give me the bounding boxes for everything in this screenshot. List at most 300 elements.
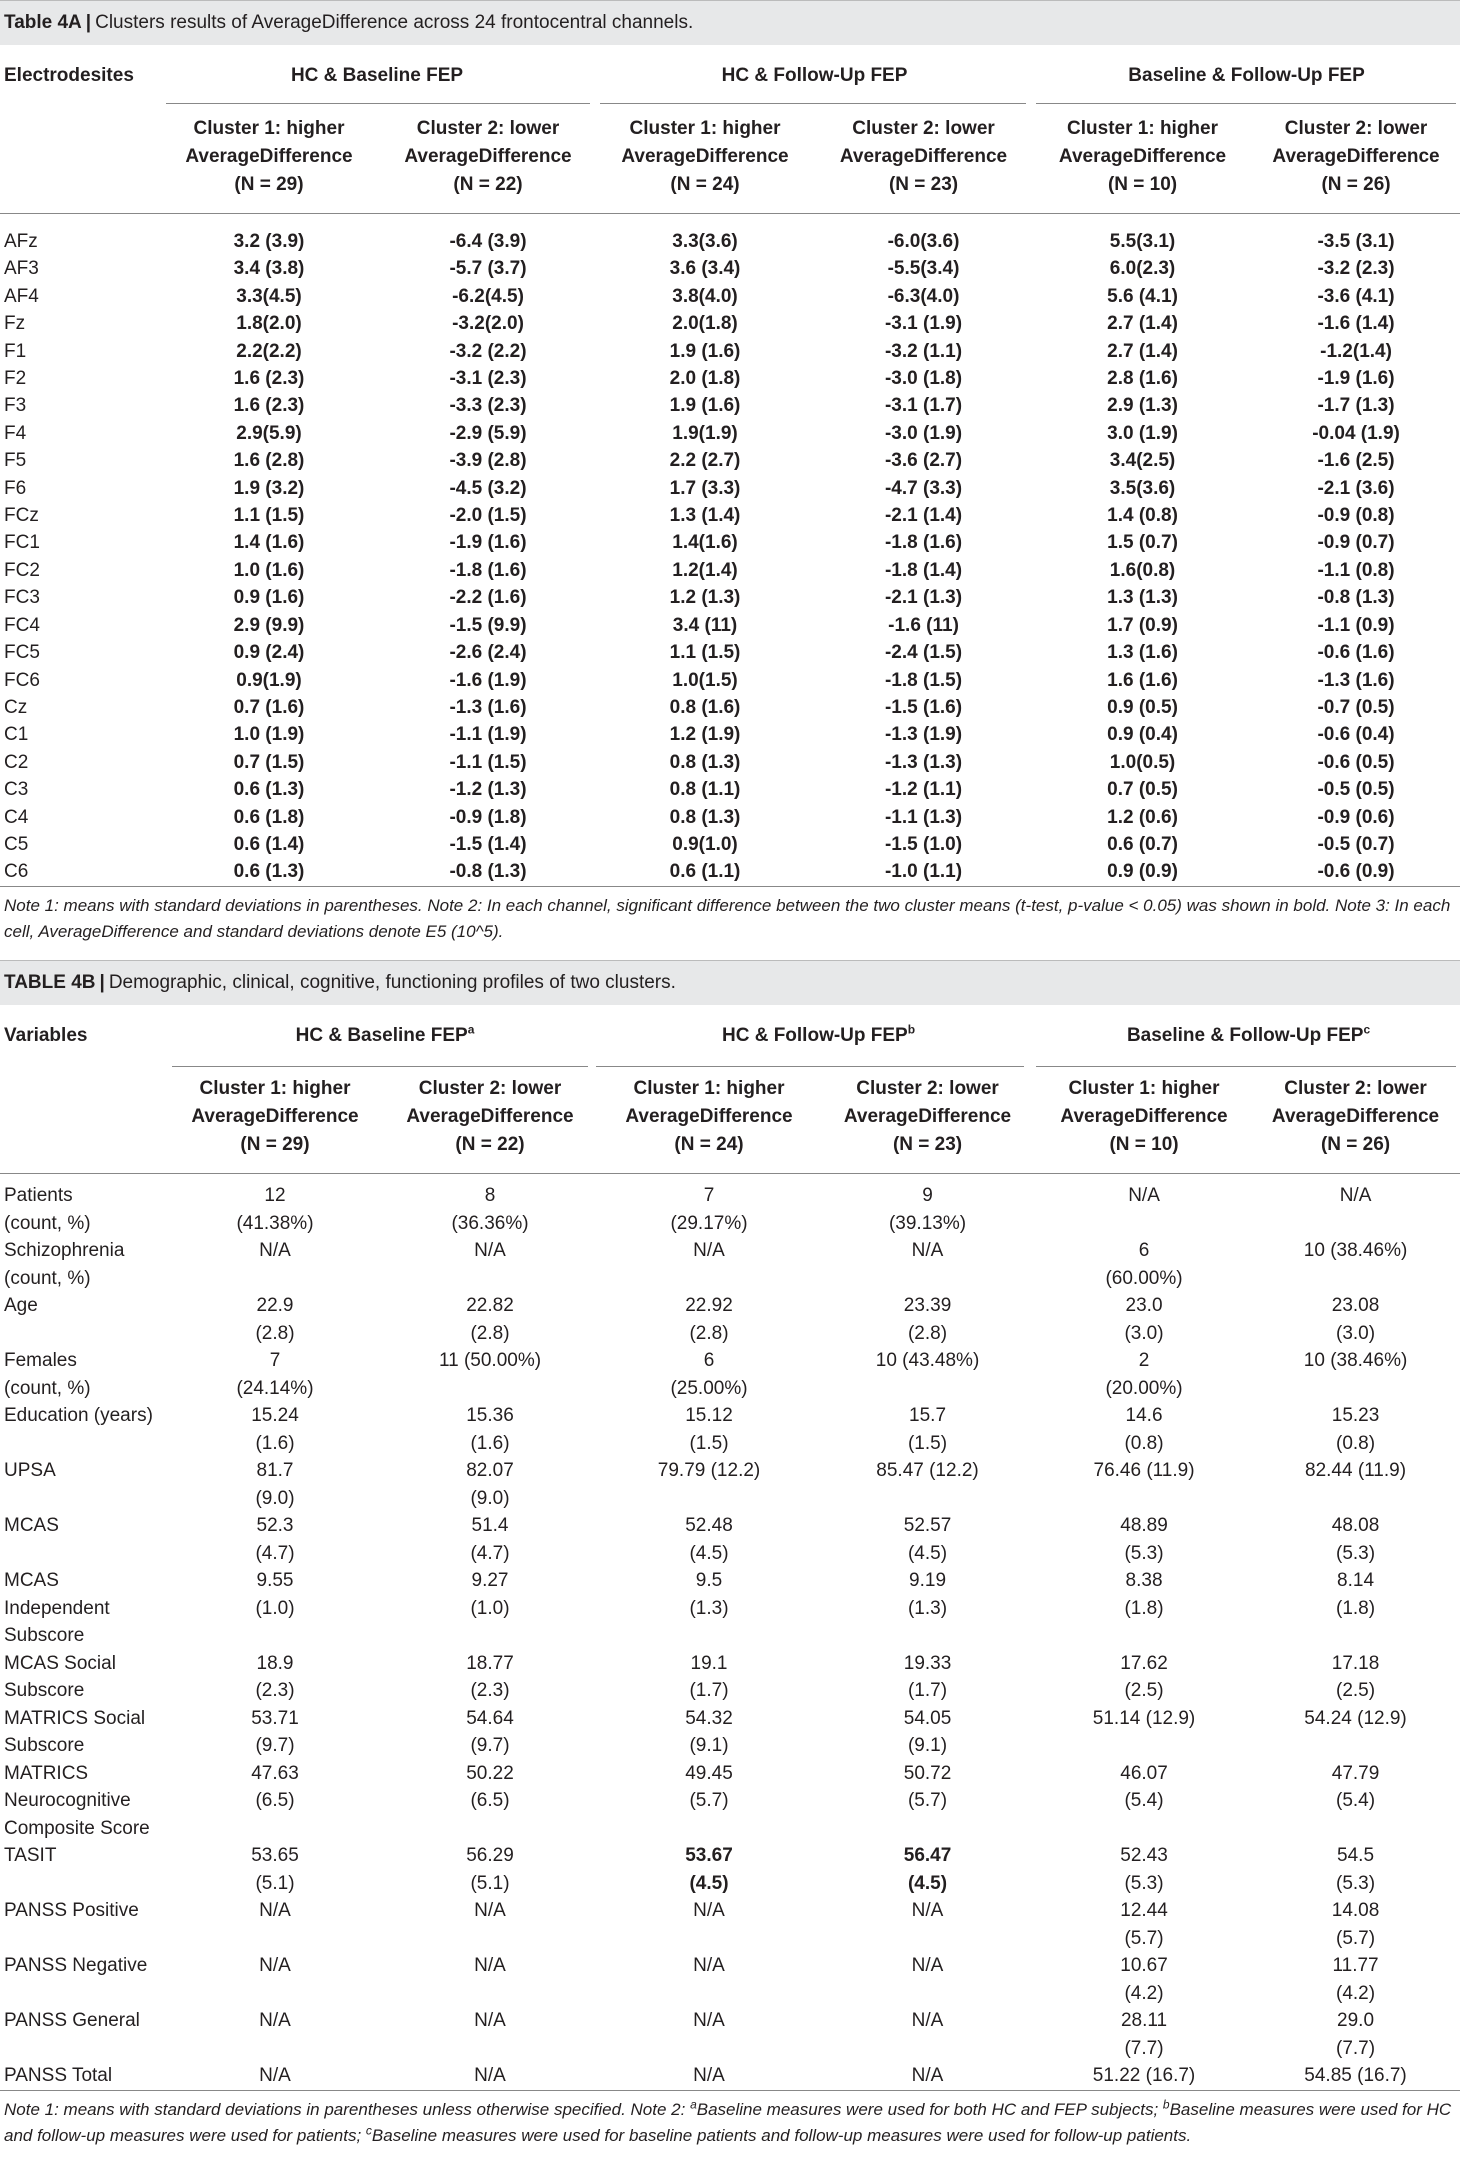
table-row <box>0 858 1460 885</box>
table-cell: -1.5 (9.9) <box>449 614 527 636</box>
cell-line: N/A <box>693 1955 725 1976</box>
cell-line: (4.5) <box>907 1872 948 1894</box>
table-row <box>0 667 1460 694</box>
table-row <box>0 1760 1460 1843</box>
cell-line: 29.0 <box>1337 2010 1375 2031</box>
table-row <box>0 584 1460 611</box>
variable-label-line: Education (years) <box>4 1405 153 1426</box>
cell-line: 46.07 <box>1120 1762 1168 1784</box>
table-row <box>0 1292 1460 1347</box>
table-4b-group-header: HC & Follow-Up FEP$^b$ <box>721 1022 916 1046</box>
variable-label-line: (count, %) <box>4 1377 91 1399</box>
cell-line: (7.7) <box>1124 2037 1164 2059</box>
cell-line: 6 <box>703 1350 715 1371</box>
electrode-label: FC3 <box>4 587 40 609</box>
table-cell <box>600 1760 818 1843</box>
variable-label-line: MCAS <box>4 1515 59 1536</box>
table-4b-group-rule <box>1036 1066 1456 1067</box>
table-cell: -3.6 (2.7) <box>884 450 963 472</box>
table-cell: 3.3(4.5) <box>236 285 302 307</box>
cell-line: N/A <box>259 1900 291 1921</box>
variable-label-line: Age <box>4 1295 38 1316</box>
table-cell: 3.6 (3.4) <box>669 258 741 280</box>
table-cell <box>600 1292 818 1347</box>
table-cell: -1.5 (1.4) <box>449 833 527 855</box>
table-4a-group-rule <box>600 103 1026 104</box>
table-cell: -0.7 (0.5) <box>1317 696 1395 718</box>
cell-line: 50.22 <box>466 1762 514 1784</box>
table-row <box>0 310 1460 337</box>
table-cell <box>1037 1650 1251 1705</box>
cell-line: (5.7) <box>1124 1927 1164 1949</box>
cell-line: 54.5 <box>1337 1845 1375 1866</box>
table-row <box>0 283 1460 310</box>
cluster-header-line: (N = 24) <box>674 1134 744 1155</box>
cell-line: 52.43 <box>1120 1845 1168 1866</box>
table-4b-note <box>0 2090 1460 2149</box>
cell-line: N/A <box>693 2065 725 2086</box>
table-cell: -6.4 (3.9) <box>449 231 527 252</box>
table-cell: 0.9 (0.4) <box>1107 724 1178 746</box>
cell-line: (1.0) <box>470 1597 510 1619</box>
table-cell <box>600 1897 818 1952</box>
table-row <box>0 1237 1460 1292</box>
cell-line: (1.3) <box>689 1597 729 1619</box>
cluster-header-line: (N = 24) <box>670 174 740 195</box>
table-cell <box>170 1650 380 1705</box>
table-cell <box>1251 1512 1460 1567</box>
variable-label-line: UPSA <box>4 1460 56 1481</box>
table-cell <box>380 1650 600 1705</box>
cell-line: 47.63 <box>251 1762 299 1784</box>
table-4b-group-header: HC & Baseline FEP$^a$ <box>295 1022 475 1046</box>
table-4a <box>0 45 1460 886</box>
table-cell: -1.8 (1.6) <box>449 559 527 581</box>
table-cell <box>1251 1402 1460 1457</box>
cell-line: 53.65 <box>251 1845 299 1866</box>
cell-line: N/A <box>474 2010 506 2031</box>
table-cell: 1.0 (1.6) <box>233 559 305 581</box>
table-cell <box>600 1402 818 1457</box>
table-cell: -3.2(2.0) <box>452 313 524 335</box>
electrode-label: F1 <box>4 340 27 362</box>
table-4b-label: TABLE 4B <box>4 972 96 993</box>
cluster-header-line: Cluster 2: lower <box>418 1078 562 1099</box>
table-cell: 1.0(0.5) <box>1109 751 1176 773</box>
table-cell <box>170 1705 380 1760</box>
table-cell <box>1251 1842 1460 1897</box>
table-cell: -0.04 (1.9) <box>1312 422 1400 444</box>
table-cell <box>1037 2007 1251 2062</box>
variable-label <box>0 1842 170 1897</box>
cell-line: 52.57 <box>903 1515 952 1536</box>
cell-line: N/A <box>259 1240 291 1261</box>
table-4b-group-header: Baseline & Follow-Up FEP$^c$ <box>1126 1022 1371 1046</box>
cell-line: 10 (43.48%) <box>875 1350 980 1371</box>
table-cell: -0.9 (1.8) <box>449 806 527 828</box>
table-4b-caption: TABLE 4B | Demographic, clinical, cognitive, functioning profiles of two clusters. <box>0 960 1460 1005</box>
electrode-label: F2 <box>4 368 27 390</box>
table-cell: 1.9(1.9) <box>672 422 738 444</box>
table-row <box>0 721 1460 748</box>
electrode-label: FC5 <box>4 642 40 664</box>
cell-line: (9.7) <box>470 1735 510 1756</box>
electrode-label: C4 <box>4 806 29 828</box>
table-cell <box>380 1897 600 1952</box>
table-cell <box>1251 1897 1460 1952</box>
table-cell <box>380 1705 600 1760</box>
cell-line: 79.79 (12.2) <box>657 1460 761 1481</box>
table-cell: 0.6 (1.3) <box>233 779 305 801</box>
table-4a-subheader-blank <box>0 107 158 214</box>
table-cell: 2.0(1.8) <box>672 313 738 335</box>
cell-line: 48.08 <box>1331 1515 1380 1536</box>
table-cell: -1.1 (0.8) <box>1317 559 1395 581</box>
cell-line: N/A <box>259 2065 291 2086</box>
cell-line: 15.36 <box>466 1405 514 1426</box>
cluster-header-line: Cluster 1: higher <box>633 1078 785 1099</box>
table-cell: 6.0(2.3) <box>1109 258 1176 280</box>
table-cell: -1.9 (1.6) <box>1317 368 1395 390</box>
table-cell: 0.8 (1.3) <box>669 806 741 828</box>
cluster-header-line: (N = 10) <box>1107 174 1178 195</box>
table-cell <box>1037 1842 1251 1897</box>
cell-line: 48.89 <box>1120 1515 1168 1536</box>
cluster-header-line: (N = 29) <box>234 174 304 195</box>
table-cell: 1.3 (1.6) <box>1107 642 1178 664</box>
cluster-header-line: AverageDifference <box>1058 146 1227 167</box>
cell-line: (39.13%) <box>888 1212 967 1234</box>
table-cell <box>380 1347 600 1402</box>
table-cell <box>1251 2062 1460 2090</box>
table-cell: -1.1 (1.3) <box>884 806 963 828</box>
table-cell: -3.2 (1.1) <box>884 340 963 362</box>
table-cell: 1.2 (0.6) <box>1107 806 1178 828</box>
variable-label <box>0 1347 170 1402</box>
table-cell: 2.2 (2.7) <box>669 450 741 472</box>
table-cell <box>170 1952 380 2007</box>
electrode-label: C1 <box>4 724 29 746</box>
cell-line: N/A <box>259 2010 291 2031</box>
cell-line: (3.0) <box>1336 1322 1376 1344</box>
electrode-label: F5 <box>4 450 27 472</box>
table-cell <box>1251 1174 1460 1238</box>
table-cell <box>1251 1650 1460 1705</box>
cell-line: (2.8) <box>255 1322 295 1344</box>
electrode-label: FC2 <box>4 559 40 581</box>
cell-line: 14.08 <box>1331 1900 1380 1921</box>
table-4b-cluster-header <box>380 1067 600 1174</box>
table-cell <box>1037 1567 1251 1650</box>
table-cell: -1.1 (1.5) <box>449 751 527 773</box>
cell-line: (1.6) <box>255 1432 295 1454</box>
cluster-header-line: (N = 26) <box>1320 1134 1391 1155</box>
table-cell: 3.2 (3.9) <box>233 231 305 252</box>
table-cell <box>818 1512 1037 1567</box>
table-cell: 1.5 (0.7) <box>1107 532 1178 554</box>
table-cell <box>600 2007 818 2062</box>
table-cell <box>380 1760 600 1843</box>
cell-line: N/A <box>911 1240 944 1261</box>
cell-line: N/A <box>259 1955 291 1976</box>
table-cell: 5.5(3.1) <box>1109 231 1176 252</box>
table-cell: 1.4 (1.6) <box>233 532 305 554</box>
cell-line: 51.4 <box>471 1515 509 1536</box>
cell-line: 2 <box>1138 1350 1150 1371</box>
table-cell <box>1251 1457 1460 1512</box>
table-cell: 0.6 (0.7) <box>1107 833 1178 855</box>
cell-line: (2.8) <box>907 1322 948 1344</box>
cell-line: 10.67 <box>1120 1955 1168 1976</box>
cell-line: (1.5) <box>689 1432 729 1454</box>
variable-label <box>0 1952 170 2007</box>
table-cell <box>380 1174 600 1238</box>
cell-line: N/A <box>474 2065 506 2086</box>
cell-line: 10 (38.46%) <box>1303 1240 1408 1261</box>
table-cell <box>1037 1897 1251 1952</box>
cell-line: 28.11 <box>1120 2010 1168 2031</box>
table-row <box>0 392 1460 419</box>
table-cell <box>818 1174 1037 1238</box>
cell-line: 82.44 (11.9) <box>1305 1460 1407 1481</box>
electrode-label: AFz <box>4 231 38 252</box>
table-cell: -5.5(3.4) <box>887 258 960 280</box>
table-cell <box>818 1347 1037 1402</box>
cell-line: 81.7 <box>256 1460 294 1481</box>
table-row <box>0 694 1460 721</box>
table-cell <box>1037 1402 1251 1457</box>
electrode-label: C6 <box>4 861 29 883</box>
table-4a-cluster-header <box>814 107 1033 214</box>
cluster-header-line: AverageDifference <box>404 146 572 167</box>
cell-line: N/A <box>911 1900 944 1921</box>
table-cell: -1.2 (1.1) <box>884 779 963 801</box>
cell-line: (5.1) <box>470 1872 510 1894</box>
table-row <box>0 2062 1460 2090</box>
table-cell <box>1251 1760 1460 1843</box>
cluster-header-line: AverageDifference <box>621 146 789 167</box>
cell-line: 9.55 <box>256 1570 294 1591</box>
electrode-label: Cz <box>4 696 28 718</box>
table-cell <box>170 1897 380 1952</box>
table-cell: 2.2(2.2) <box>236 340 302 362</box>
table-cell: 2.9 (1.3) <box>1107 395 1178 417</box>
table-cell <box>1251 1347 1460 1402</box>
cluster-header-line: AverageDifference <box>843 1106 1012 1127</box>
cell-line: 15.7 <box>909 1405 947 1426</box>
cell-line: (1.8) <box>1336 1597 1376 1619</box>
table-row <box>0 1174 1460 1238</box>
cell-line: (5.4) <box>1124 1790 1164 1811</box>
cell-line: (4.5) <box>689 1872 729 1894</box>
table-row <box>0 831 1460 858</box>
note-footnote-text: Baseline measures were used for baseline patients and follow-up measures were used for follow-up patients. <box>371 2125 1192 2145</box>
table-4b-cluster-header <box>600 1067 818 1174</box>
cell-line: (5.3) <box>1336 1542 1376 1564</box>
variable-label-line: MCAS Social <box>4 1652 116 1674</box>
table-4b-group-rule <box>596 1066 1024 1067</box>
table-cell: -1.1 (0.9) <box>1317 614 1395 636</box>
table-4a-cluster-header <box>158 107 380 214</box>
table-cell: -1.1 (1.9) <box>449 724 527 746</box>
cell-line: (1.0) <box>255 1597 295 1619</box>
cell-line: 22.82 <box>466 1295 514 1316</box>
cell-line: 11.77 <box>1332 1955 1379 1976</box>
table-cell <box>170 1760 380 1843</box>
cluster-header-line: AverageDifference <box>406 1106 574 1127</box>
variable-label-line: MCAS <box>4 1570 59 1591</box>
table-cell: 2.9(5.9) <box>236 422 302 444</box>
variable-label <box>0 1457 170 1512</box>
table-cell <box>1037 1952 1251 2007</box>
table-cell: -0.9 (0.7) <box>1317 532 1395 554</box>
table-row <box>0 1567 1460 1650</box>
cell-line: (4.7) <box>470 1542 510 1564</box>
variable-label-line: Subscore <box>4 1680 85 1701</box>
note-footnote-text: Baseline measures were used for both HC and FEP subjects; <box>696 2099 1163 2119</box>
table-cell: -4.5 (3.2) <box>449 477 527 499</box>
cluster-header-line: AverageDifference <box>625 1106 793 1127</box>
electrode-label: FCz <box>4 505 39 527</box>
cell-line: N/A <box>693 2010 725 2031</box>
table-cell: 2.9 (9.9) <box>233 614 305 636</box>
table-cell: -3.2 (2.2) <box>449 340 527 362</box>
table-cell <box>818 1402 1037 1457</box>
table-row <box>0 529 1460 556</box>
cell-line: (25.00%) <box>670 1377 748 1399</box>
table-cell <box>170 1512 380 1567</box>
cell-line: 12.44 <box>1120 1900 1168 1921</box>
table-cell: -2.1 (3.6) <box>1317 477 1395 499</box>
table-cell: -2.1 (1.3) <box>884 587 963 609</box>
cluster-header-line: (N = 23) <box>892 1134 963 1155</box>
table-cell <box>1251 2007 1460 2062</box>
table-cell: 1.3 (1.4) <box>669 505 741 527</box>
table-cell <box>818 1567 1037 1650</box>
table-cell: 3.4 (11) <box>672 614 738 636</box>
table-cell <box>170 1292 380 1347</box>
table-cell: -1.8 (1.5) <box>884 669 963 691</box>
electrode-label: FC4 <box>4 614 40 636</box>
table-4b-section <box>0 960 1460 2149</box>
cell-line: N/A <box>1339 1185 1372 1206</box>
cell-line: 54.32 <box>685 1707 733 1729</box>
cell-line: 22.9 <box>256 1295 294 1316</box>
cell-line: 52.3 <box>256 1515 294 1536</box>
table-cell: -1.6 (11) <box>888 614 959 636</box>
cell-line: 17.18 <box>1331 1652 1380 1674</box>
table-cell: -3.1 (2.3) <box>449 368 527 390</box>
table-cell: -1.3 (1.6) <box>1317 669 1395 691</box>
cell-line: 50.72 <box>903 1762 952 1784</box>
cluster-header-line: Cluster 2: lower <box>856 1078 999 1099</box>
table-cell <box>380 1512 600 1567</box>
table-cell: 1.4(1.6) <box>672 532 738 554</box>
cell-line: N/A <box>911 2065 944 2086</box>
variable-label <box>0 1402 170 1457</box>
table-cell: -3.2 (2.3) <box>1317 258 1395 280</box>
table-cell <box>170 1237 380 1292</box>
table-cell: 0.8 (1.6) <box>669 696 741 718</box>
table-4a-group-rule <box>166 103 590 104</box>
table-cell <box>170 1842 380 1897</box>
cell-line: (36.36%) <box>451 1212 529 1234</box>
table-cell <box>600 1174 818 1238</box>
table-cell <box>380 2007 600 2062</box>
cell-line: (4.7) <box>255 1542 295 1564</box>
table-cell: -6.2(4.5) <box>452 285 524 307</box>
cell-line: 52.48 <box>685 1515 733 1536</box>
cluster-header-line: AverageDifference <box>1272 146 1440 167</box>
cell-line: 54.05 <box>903 1707 952 1729</box>
table-4a-caption-text: Clusters results of AverageDifference across 24 frontocentral channels. <box>95 12 694 33</box>
cell-line: N/A <box>474 1900 506 1921</box>
table-cell <box>818 2007 1037 2062</box>
table-cell: -3.3 (2.3) <box>449 395 527 417</box>
cell-line: (9.7) <box>255 1735 295 1756</box>
cell-line: 54.24 (12.9) <box>1304 1707 1407 1729</box>
electrode-label: FC6 <box>4 669 40 691</box>
note-prefix: Note 1: means with standard deviations in parentheses unless otherwise specified. Note 2: <box>4 2099 691 2119</box>
table-cell <box>1037 1457 1251 1512</box>
cell-line: 18.9 <box>256 1652 294 1674</box>
table-cell <box>818 1650 1037 1705</box>
note-footnote-marker: b <box>1162 2096 1170 2111</box>
table-cell <box>1037 1512 1251 1567</box>
cell-line: (1.8) <box>1124 1597 1164 1619</box>
table-row <box>0 1512 1460 1567</box>
table-4b-cluster-header <box>1251 1067 1460 1174</box>
table-cell <box>380 1842 600 1897</box>
cell-line: (5.4) <box>1336 1790 1376 1811</box>
electrode-label: Fz <box>4 313 26 335</box>
table-cell <box>1037 1347 1251 1402</box>
cell-line: (9.0) <box>470 1487 510 1509</box>
table-cell: -1.8 (1.6) <box>884 532 963 554</box>
table-4a-cluster-header <box>1252 107 1460 214</box>
table-cell: 1.6(0.8) <box>1109 559 1176 581</box>
table-cell: 1.1 (1.5) <box>669 642 741 664</box>
table-cell: -3.5 (3.1) <box>1317 231 1395 252</box>
cell-line: 8.38 <box>1125 1570 1163 1591</box>
table-cell: -0.5 (0.5) <box>1317 779 1395 801</box>
variable-label-line: Patients <box>4 1185 73 1206</box>
table-row <box>0 1897 1460 1952</box>
electrode-label: C3 <box>4 779 29 801</box>
table-cell <box>818 1237 1037 1292</box>
variable-label <box>0 1174 170 1238</box>
cell-line: 18.77 <box>466 1652 514 1674</box>
variable-label <box>0 1650 170 1705</box>
variable-label-line: Schizophrenia <box>4 1240 125 1261</box>
table-cell: 1.3 (1.3) <box>1107 587 1178 609</box>
cell-line: 11 (50.00%) <box>438 1350 542 1371</box>
table-cell: -0.6 (0.9) <box>1317 861 1395 883</box>
cell-line: (3.0) <box>1124 1322 1164 1344</box>
cell-line: (2.5) <box>1336 1680 1376 1701</box>
table-cell <box>600 1952 818 2007</box>
table-cell <box>1037 1760 1251 1843</box>
variable-label-line: Subscore <box>4 1625 85 1646</box>
variable-label-line: PANSS Positive <box>4 1900 139 1921</box>
table-cell: -1.3 (1.6) <box>449 696 527 718</box>
table-row <box>0 1842 1460 1897</box>
table-cell: -3.6 (4.1) <box>1317 285 1395 307</box>
table-cell: 1.9 (1.6) <box>669 395 741 417</box>
table-cell: 0.6 (1.8) <box>233 806 305 828</box>
table-cell: -2.6 (2.4) <box>449 642 527 664</box>
table-4b-cluster-header <box>818 1067 1037 1174</box>
